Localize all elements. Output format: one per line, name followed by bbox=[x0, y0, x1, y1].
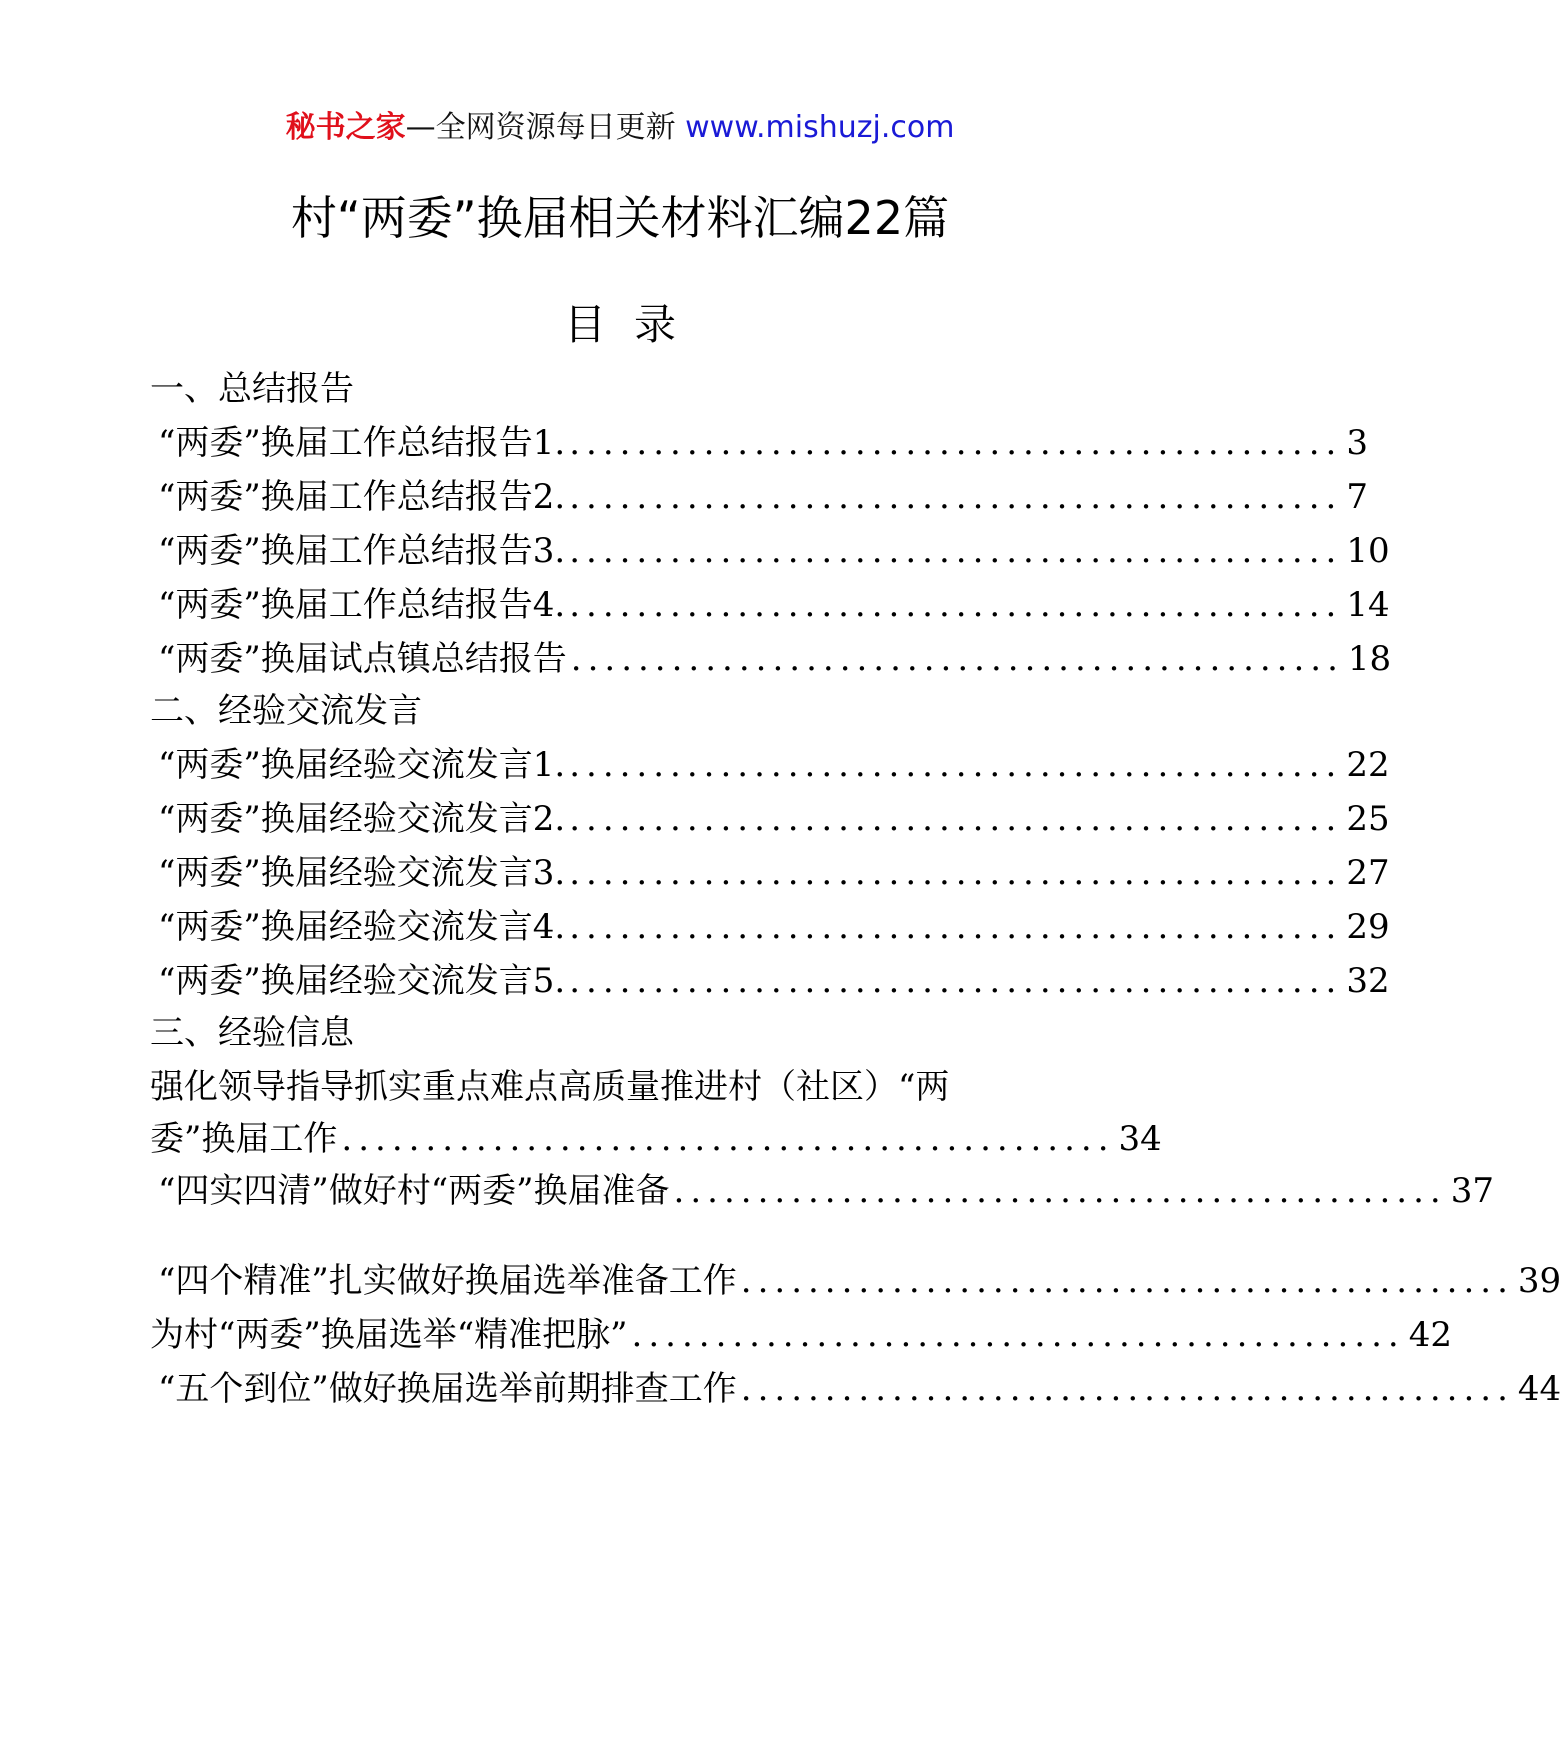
toc-section-2: 二、经验交流发言 bbox=[150, 691, 422, 731]
toc-entry-title: “两委”换届经验交流发言2. bbox=[158, 799, 566, 839]
toc-dots: .............................................. bbox=[569, 799, 1343, 839]
toc-dots: .............................................. bbox=[569, 961, 1343, 1001]
toc-dots: .............................................. bbox=[341, 1119, 1115, 1159]
toc-entry[interactable] bbox=[158, 904, 1390, 950]
toc-entry-title: “两委”换届试点镇总结报告 bbox=[158, 639, 567, 679]
toc-entry-title: “四实四清”做好村“两委”换届准备 bbox=[158, 1171, 670, 1211]
toc-entry-title: “五个到位”做好换届选举前期排查工作 bbox=[158, 1369, 737, 1409]
toc-heading: 目录 bbox=[563, 300, 704, 349]
toc-entry-title: “两委”换届工作总结报告4. bbox=[158, 585, 566, 625]
toc-dots: .............................................. bbox=[569, 423, 1343, 463]
toc-dots: .............................................. bbox=[569, 477, 1343, 517]
toc-entry[interactable] bbox=[158, 796, 1390, 842]
toc-entry-page: 27 bbox=[1346, 853, 1390, 893]
toc-entry-page: 29 bbox=[1346, 907, 1390, 947]
toc-entry[interactable] bbox=[158, 742, 1390, 788]
toc-dots: .............................................. bbox=[569, 585, 1343, 625]
toc-entry[interactable] bbox=[158, 474, 1368, 520]
toc-entry-title: 委”换届工作 bbox=[150, 1119, 338, 1159]
site-url[interactable]: www.mishuzj.com bbox=[685, 110, 955, 145]
toc-entry-page: 34 bbox=[1118, 1119, 1162, 1159]
toc-entry-page: 22 bbox=[1346, 745, 1390, 785]
toc-entry-page: 32 bbox=[1346, 961, 1390, 1001]
toc-entry[interactable] bbox=[158, 958, 1390, 1004]
document-title: 村“两委”换届相关材料汇编22篇 bbox=[290, 191, 950, 245]
toc-dots: .............................................. bbox=[569, 745, 1343, 785]
toc-dots: .............................................. bbox=[569, 531, 1343, 571]
toc-entry-title: “两委”换届工作总结报告2. bbox=[158, 477, 566, 517]
toc-entry-page: 3 bbox=[1346, 423, 1368, 463]
toc-entry-page: 44 bbox=[1517, 1369, 1561, 1409]
toc-entry-page: 25 bbox=[1346, 799, 1390, 839]
toc-dots: .............................................. bbox=[569, 853, 1343, 893]
toc-entry[interactable] bbox=[158, 1168, 1494, 1214]
toc-dots: .............................................. bbox=[740, 1369, 1514, 1409]
toc-entry[interactable] bbox=[158, 850, 1390, 896]
brand-name: 秘书之家 bbox=[285, 110, 406, 145]
toc-entry-title: “两委”换届经验交流发言1. bbox=[158, 745, 566, 785]
header-tagline: —全网资源每日更新 bbox=[405, 110, 676, 145]
toc-dots: .............................................. bbox=[570, 639, 1344, 679]
toc-entry-page: 14 bbox=[1346, 585, 1390, 625]
toc-entry-title: “两委”换届工作总结报告3. bbox=[158, 531, 566, 571]
toc-entry-title: “两委”换届经验交流发言4. bbox=[158, 907, 566, 947]
toc-dots: .............................................. bbox=[740, 1261, 1514, 1301]
toc-entry[interactable] bbox=[158, 636, 1392, 682]
toc-entry-page: 10 bbox=[1346, 531, 1390, 571]
toc-entry[interactable] bbox=[158, 1258, 1561, 1304]
toc-entry-page: 7 bbox=[1346, 477, 1368, 517]
toc-section-1: 一、总结报告 bbox=[150, 369, 354, 409]
toc-entry-page: 37 bbox=[1450, 1171, 1494, 1211]
toc-entry[interactable] bbox=[150, 1312, 1452, 1358]
toc-dots: .............................................. bbox=[673, 1171, 1447, 1211]
toc-entry[interactable] bbox=[150, 1116, 1162, 1162]
toc-dots: .............................................. bbox=[569, 907, 1343, 947]
toc-entry-title-line1[interactable]: 强化领导指导抓实重点难点高质量推进村（社区）“两 bbox=[150, 1067, 950, 1107]
toc-entry-page: 18 bbox=[1347, 639, 1392, 679]
toc-entry-title: “四个精准”扎实做好换届选举准备工作 bbox=[158, 1261, 737, 1301]
toc-section-3: 三、经验信息 bbox=[150, 1013, 354, 1053]
toc-entry-page: 42 bbox=[1408, 1315, 1452, 1355]
toc-dots: .............................................. bbox=[631, 1315, 1405, 1355]
toc-entry[interactable] bbox=[158, 1366, 1561, 1412]
toc-entry-title: “两委”换届经验交流发言3. bbox=[158, 853, 566, 893]
toc-entry[interactable] bbox=[158, 420, 1368, 466]
toc-entry-page: 39 bbox=[1517, 1261, 1561, 1301]
toc-entry[interactable] bbox=[158, 528, 1390, 574]
toc-entry-title: 为村“两委”换届选举“精准把脉” bbox=[150, 1315, 628, 1355]
toc-entry-title: “两委”换届工作总结报告1. bbox=[158, 423, 566, 463]
toc-entry-title: “两委”换届经验交流发言5. bbox=[158, 961, 566, 1001]
toc-entry[interactable] bbox=[158, 582, 1390, 628]
